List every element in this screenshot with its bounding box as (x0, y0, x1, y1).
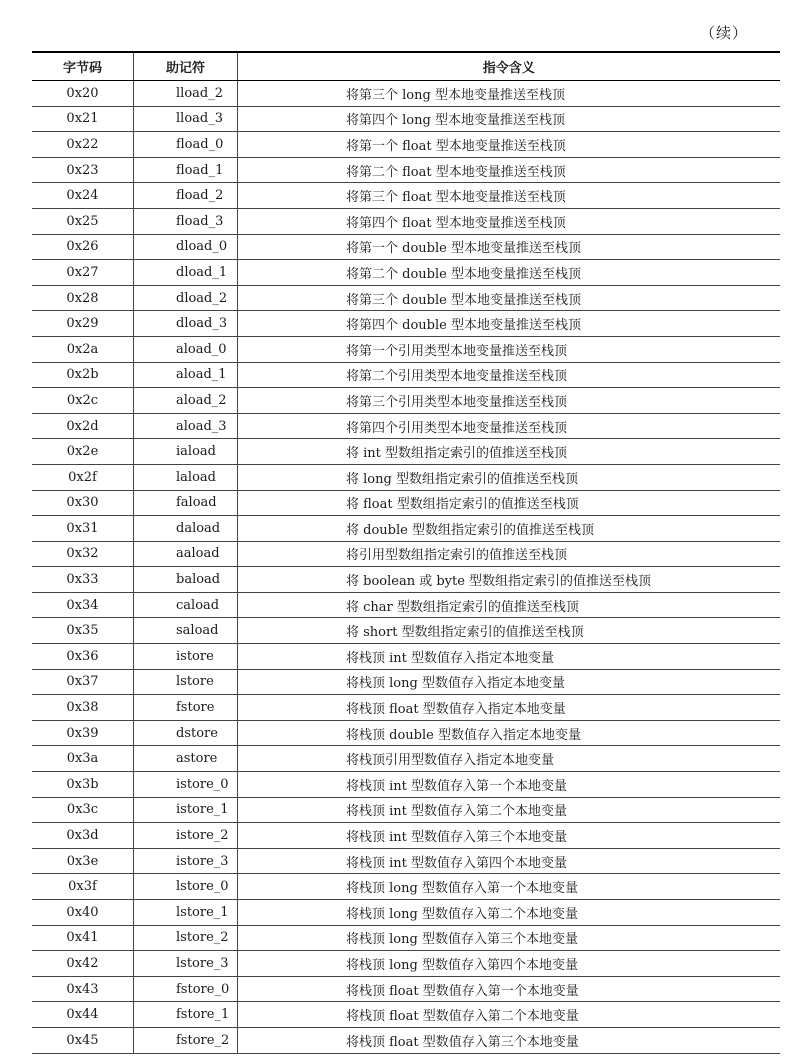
table-row (32, 541, 780, 567)
mnemonic-cell: fload_3 (134, 208, 238, 234)
meaning-cell: 将 int 型数组指定索引的值推送至栈顶 (238, 439, 780, 465)
table-row (32, 848, 780, 874)
meaning-cell: 将栈顶 int 型数值存入第一个本地变量 (238, 772, 780, 798)
mnemonic-cell: iaload (134, 439, 238, 465)
bytecode-table (32, 51, 780, 1054)
table-row (32, 695, 780, 721)
meaning-cell: 将 char 型数组指定索引的值推送至栈顶 (238, 592, 780, 618)
table-row (32, 772, 780, 798)
mnemonic-cell: fstore_0 (134, 976, 238, 1002)
mnemonic-cell: lstore_2 (134, 925, 238, 951)
mnemonic-cell: istore_0 (134, 772, 238, 798)
meaning-cell: 将栈顶 double 型数值存入指定本地变量 (238, 720, 780, 746)
mnemonic-cell: dload_3 (134, 311, 238, 337)
code-cell: 0x28 (32, 285, 134, 311)
meaning-cell: 将栈顶 int 型数值存入指定本地变量 (238, 644, 780, 670)
table-row (32, 516, 780, 542)
mnemonic-cell: faload (134, 490, 238, 516)
meaning-cell: 将第二个 float 型本地变量推送至栈顶 (238, 157, 780, 183)
table-row (32, 311, 780, 337)
mnemonic-cell: fload_2 (134, 183, 238, 209)
code-cell: 0x34 (32, 592, 134, 618)
meaning-cell: 将 double 型数组指定索引的值推送至栈顶 (238, 516, 780, 542)
mnemonic-cell: baload (134, 567, 238, 593)
mnemonic-cell: aload_2 (134, 388, 238, 414)
mnemonic-cell: dload_1 (134, 260, 238, 286)
mnemonic-cell: dstore (134, 720, 238, 746)
code-cell: 0x39 (32, 720, 134, 746)
header-mnemonic: 助记符 (134, 52, 238, 81)
code-cell: 0x2a (32, 336, 134, 362)
mnemonic-cell: caload (134, 592, 238, 618)
code-cell: 0x3a (32, 746, 134, 772)
code-cell: 0x40 (32, 900, 134, 926)
meaning-cell: 将栈顶引用型数值存入指定本地变量 (238, 746, 780, 772)
mnemonic-cell: istore (134, 644, 238, 670)
table-row (32, 81, 780, 107)
mnemonic-cell: lstore_3 (134, 951, 238, 977)
meaning-cell: 将栈顶 int 型数值存入第四个本地变量 (238, 848, 780, 874)
mnemonic-cell: fstore_2 (134, 1027, 238, 1053)
code-cell: 0x2d (32, 413, 134, 439)
table-row (32, 874, 780, 900)
meaning-cell: 将引用型数组指定索引的值推送至栈顶 (238, 541, 780, 567)
meaning-cell: 将第三个 double 型本地变量推送至栈顶 (238, 285, 780, 311)
table-row (32, 669, 780, 695)
table-row (32, 362, 780, 388)
mnemonic-cell: daload (134, 516, 238, 542)
code-cell: 0x26 (32, 234, 134, 260)
table-row (32, 439, 780, 465)
table-row (32, 567, 780, 593)
table-row (32, 900, 780, 926)
meaning-cell: 将第一个引用类型本地变量推送至栈顶 (238, 336, 780, 362)
mnemonic-cell: aaload (134, 541, 238, 567)
mnemonic-cell: fload_1 (134, 157, 238, 183)
code-cell: 0x29 (32, 311, 134, 337)
code-cell: 0x2f (32, 464, 134, 490)
table-row (32, 336, 780, 362)
header-row (32, 52, 780, 81)
meaning-cell: 将 boolean 或 byte 型数组指定索引的值推送至栈顶 (238, 567, 780, 593)
mnemonic-cell: fstore_1 (134, 1002, 238, 1028)
meaning-cell: 将第四个 long 型本地变量推送至栈顶 (238, 106, 780, 132)
table-row (32, 285, 780, 311)
mnemonic-cell: saload (134, 618, 238, 644)
code-cell: 0x25 (32, 208, 134, 234)
mnemonic-cell: aload_1 (134, 362, 238, 388)
meaning-cell: 将栈顶 float 型数值存入第一个本地变量 (238, 976, 780, 1002)
meaning-cell: 将第四个 double 型本地变量推送至栈顶 (238, 311, 780, 337)
code-cell: 0x3d (32, 823, 134, 849)
code-cell: 0x2c (32, 388, 134, 414)
meaning-cell: 将第二个 double 型本地变量推送至栈顶 (238, 260, 780, 286)
mnemonic-cell: istore_2 (134, 823, 238, 849)
mnemonic-cell: astore (134, 746, 238, 772)
meaning-cell: 将第三个 long 型本地变量推送至栈顶 (238, 81, 780, 107)
code-cell: 0x24 (32, 183, 134, 209)
meaning-cell: 将 float 型数组指定索引的值推送至栈顶 (238, 490, 780, 516)
header-code: 字节码 (32, 52, 134, 81)
mnemonic-cell: fstore (134, 695, 238, 721)
table-row (32, 490, 780, 516)
table-header (32, 52, 780, 81)
meaning-cell: 将栈顶 float 型数值存入第三个本地变量 (238, 1027, 780, 1053)
table-row (32, 592, 780, 618)
code-cell: 0x3f (32, 874, 134, 900)
meaning-cell: 将栈顶 int 型数值存入第三个本地变量 (238, 823, 780, 849)
mnemonic-cell: lstore_1 (134, 900, 238, 926)
mnemonic-cell: laload (134, 464, 238, 490)
table-row (32, 797, 780, 823)
code-cell: 0x38 (32, 695, 134, 721)
mnemonic-cell: aload_3 (134, 413, 238, 439)
code-cell: 0x32 (32, 541, 134, 567)
bytecode-table-container (32, 51, 779, 1054)
code-cell: 0x20 (32, 81, 134, 107)
table-row (32, 720, 780, 746)
table-row (32, 208, 780, 234)
meaning-cell: 将栈顶 int 型数值存入第二个本地变量 (238, 797, 780, 823)
table-body (32, 81, 780, 1054)
mnemonic-cell: lstore (134, 669, 238, 695)
mnemonic-cell: istore_1 (134, 797, 238, 823)
table-row (32, 951, 780, 977)
meaning-cell: 将栈顶 long 型数值存入第一个本地变量 (238, 874, 780, 900)
table-row (32, 644, 780, 670)
table-row (32, 183, 780, 209)
table-row (32, 260, 780, 286)
meaning-cell: 将栈顶 long 型数值存入第二个本地变量 (238, 900, 780, 926)
table-row (32, 618, 780, 644)
code-cell: 0x35 (32, 618, 134, 644)
table-row (32, 976, 780, 1002)
code-cell: 0x36 (32, 644, 134, 670)
code-cell: 0x3b (32, 772, 134, 798)
meaning-cell: 将栈顶 long 型数值存入第四个本地变量 (238, 951, 780, 977)
meaning-cell: 将栈顶 float 型数值存入指定本地变量 (238, 695, 780, 721)
table-row (32, 388, 780, 414)
code-cell: 0x3e (32, 848, 134, 874)
meaning-cell: 将栈顶 long 型数值存入指定本地变量 (238, 669, 780, 695)
meaning-cell: 将栈顶 long 型数值存入第三个本地变量 (238, 925, 780, 951)
table-row (32, 464, 780, 490)
code-cell: 0x37 (32, 669, 134, 695)
meaning-cell: 将第三个 float 型本地变量推送至栈顶 (238, 183, 780, 209)
mnemonic-cell: istore_3 (134, 848, 238, 874)
header-meaning: 指令含义 (238, 52, 780, 81)
table-row (32, 1027, 780, 1053)
table-row (32, 157, 780, 183)
mnemonic-cell: lload_3 (134, 106, 238, 132)
table-row (32, 132, 780, 158)
mnemonic-cell: aload_0 (134, 336, 238, 362)
table-row (32, 234, 780, 260)
code-cell: 0x45 (32, 1027, 134, 1053)
code-cell: 0x2e (32, 439, 134, 465)
code-cell: 0x3c (32, 797, 134, 823)
code-cell: 0x31 (32, 516, 134, 542)
meaning-cell: 将第四个 float 型本地变量推送至栈顶 (238, 208, 780, 234)
mnemonic-cell: dload_2 (134, 285, 238, 311)
code-cell: 0x23 (32, 157, 134, 183)
table-row (32, 746, 780, 772)
meaning-cell: 将栈顶 float 型数值存入第二个本地变量 (238, 1002, 780, 1028)
mnemonic-cell: fload_0 (134, 132, 238, 158)
meaning-cell: 将第三个引用类型本地变量推送至栈顶 (238, 388, 780, 414)
mnemonic-cell: dload_0 (134, 234, 238, 260)
meaning-cell: 将第一个 float 型本地变量推送至栈顶 (238, 132, 780, 158)
table-row (32, 1002, 780, 1028)
table-row (32, 413, 780, 439)
meaning-cell: 将第四个引用类型本地变量推送至栈顶 (238, 413, 780, 439)
meaning-cell: 将第二个引用类型本地变量推送至栈顶 (238, 362, 780, 388)
code-cell: 0x42 (32, 951, 134, 977)
continued-label: （续） (700, 24, 749, 42)
table-row (32, 823, 780, 849)
meaning-cell: 将 long 型数组指定索引的值推送至栈顶 (238, 464, 780, 490)
code-cell: 0x2b (32, 362, 134, 388)
mnemonic-cell: lstore_0 (134, 874, 238, 900)
code-cell: 0x44 (32, 1002, 134, 1028)
code-cell: 0x22 (32, 132, 134, 158)
mnemonic-cell: lload_2 (134, 81, 238, 107)
meaning-cell: 将第一个 double 型本地变量推送至栈顶 (238, 234, 780, 260)
table-row (32, 106, 780, 132)
code-cell: 0x21 (32, 106, 134, 132)
code-cell: 0x43 (32, 976, 134, 1002)
meaning-cell: 将 short 型数组指定索引的值推送至栈顶 (238, 618, 780, 644)
code-cell: 0x41 (32, 925, 134, 951)
code-cell: 0x33 (32, 567, 134, 593)
code-cell: 0x27 (32, 260, 134, 286)
table-row (32, 925, 780, 951)
code-cell: 0x30 (32, 490, 134, 516)
